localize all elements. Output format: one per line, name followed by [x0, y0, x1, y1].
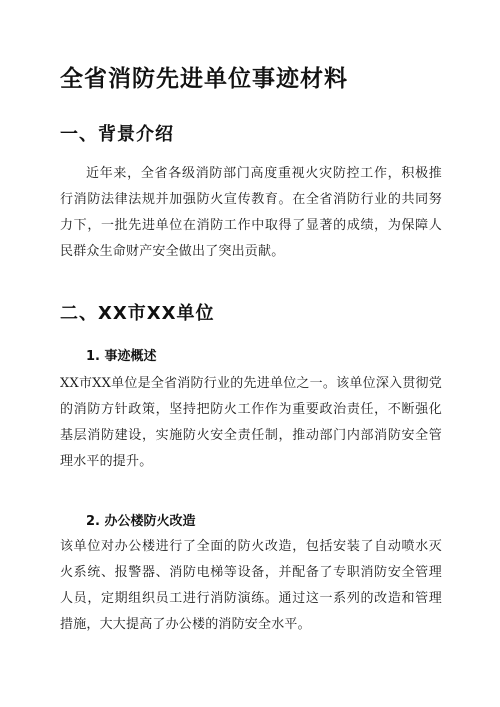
subsection-heading-overview: 1. 事迹概述 — [86, 349, 157, 364]
section-paragraph-background: 近年来，全省各级消防部门高度重视火灾防控工作，积极推行消防法律法规并加强防火宣传教育。在全省消防行业的共同努力下，一批先进单位在消防工作中取得了显著的成绩，为保障人民群众生命财产安全做出了突出贡献。 — [60, 166, 442, 259]
subsection-paragraph-renovation: 该单位对办公楼进行了全面的防火改造，包括安装了自动喷水灭火系统、报警器、消防电梯等设备，并配备了专职消防安全管理人员，定期组织员工进行消防演练。通过这一系列的改造和管理措施，大大提高了办公楼的消防安全水平。 — [60, 539, 442, 632]
section-heading-background: 一、背景介绍 — [60, 124, 174, 145]
subsection-paragraph-overview: XX市XX单位是全省消防行业的先进单位之一。该单位深入贯彻党的消防方针政策，坚持把防火工作作为重要政治责任，不断强化基层消防建设，实施防火安全责任制，推动部门内部消防安全管理水平的提升。 — [60, 376, 442, 469]
subsection-heading-renovation: 2. 办公楼防火改造 — [86, 514, 196, 529]
document-title: 全省消防先进单位事迹材料 — [60, 66, 348, 92]
section-heading-unit: 二、XX市XX单位 — [60, 303, 215, 324]
